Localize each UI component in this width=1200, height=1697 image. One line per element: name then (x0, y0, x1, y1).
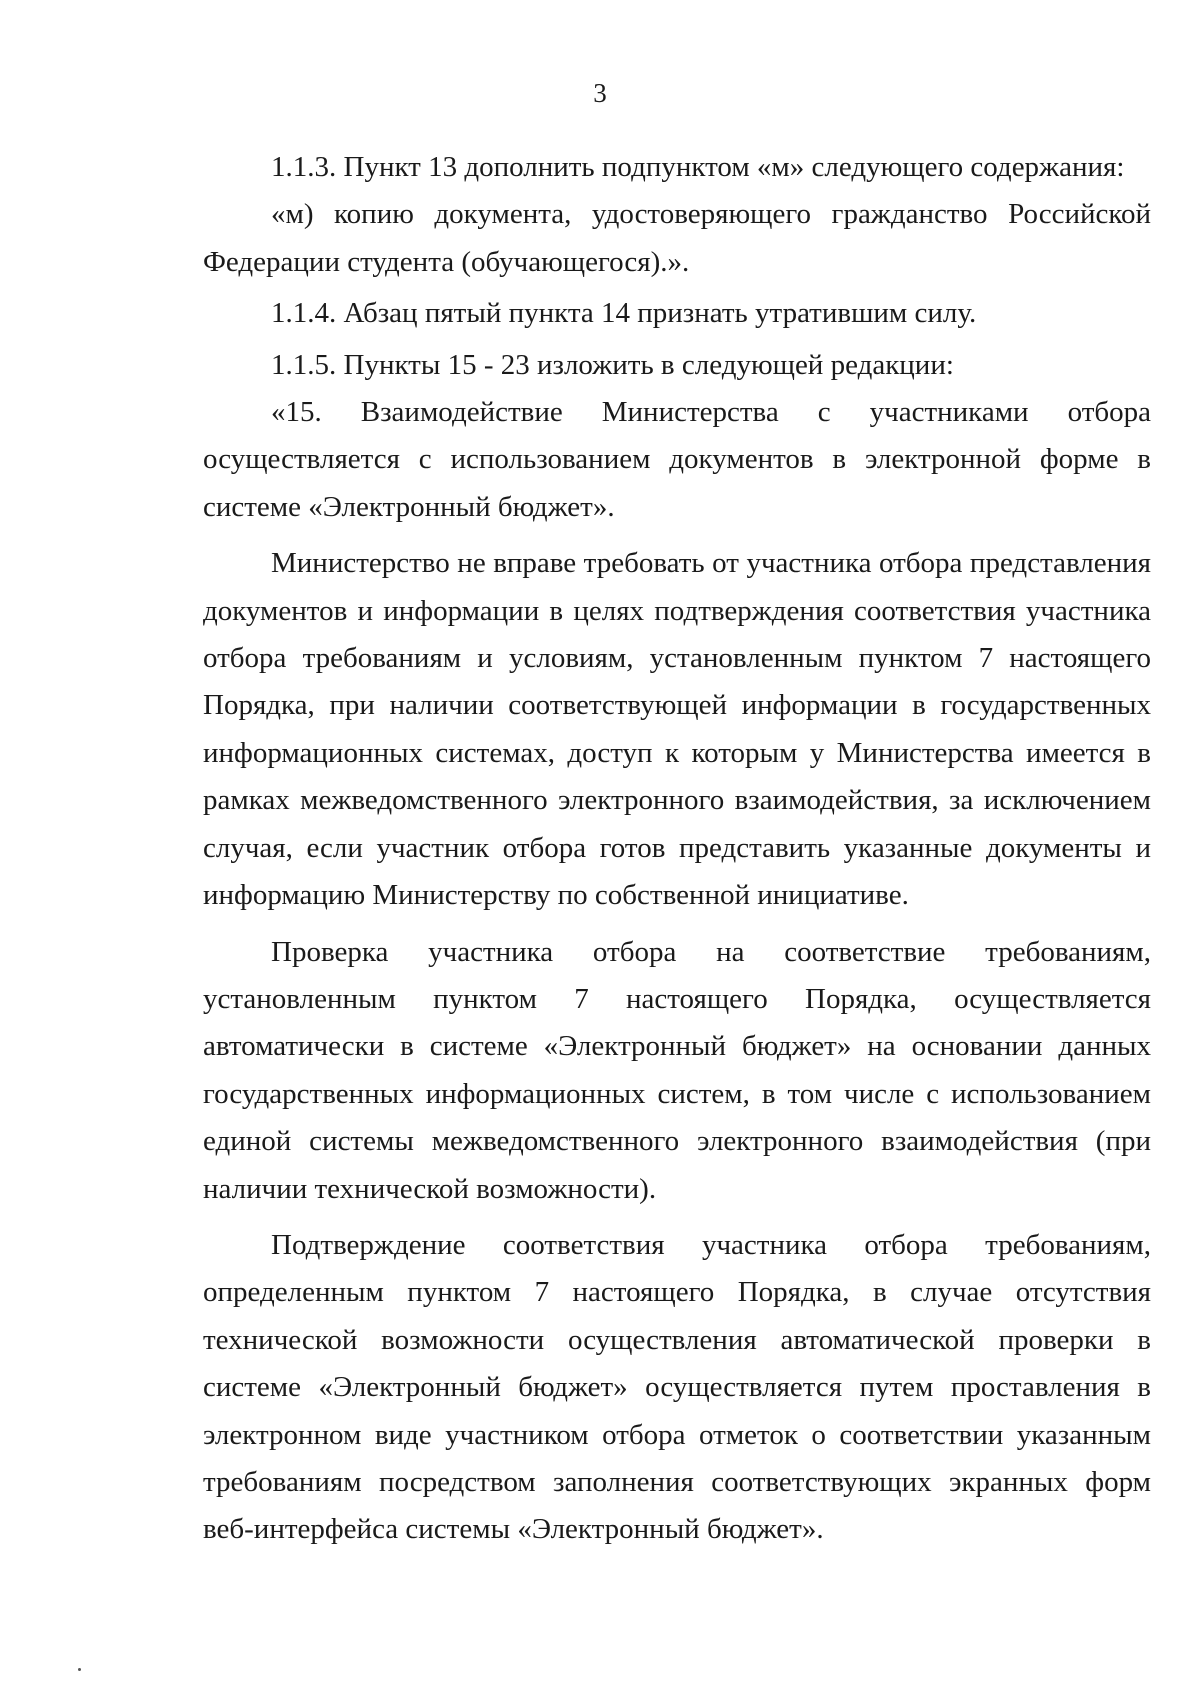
paragraph-subitem-m: «м) копию документа, удостоверяющего гражданство Российской Федерации студента (обучающегося).». (203, 198, 1151, 278)
paragraph-confirmation: Подтверждение соответствия участника отбора требованиям, определенным пунктом 7 настоящего Порядка, в случае отсутствия технической возможности осуществления автоматической проверки в системе «Электронный бюджет» осуществляется путем проставления в электронном виде участником отбора отметок о соответствии указанным требованиям посредством заполнения соответствующих экранных форм веб-интерфейса системы «Электронный бюджет». (203, 1228, 1151, 1546)
paragraph-ministry-rights: Министерство не вправе требовать от участника отбора представления документов и информации в целях подтверждения соответствия участника отбора требованиям и условиям, установленным пунктом 7 настоящего Порядка, при наличии соответствующей информации в государственных информационных системах, доступ к которым у Министерства имеется в рамках межведомственного электронного взаимодействия, за исключением случая, если участник отбора готов представить указанные документы и информацию Министерству по собственной инициативе. (203, 547, 1151, 912)
page-number: 3 (593, 78, 607, 108)
scan-speck (78, 1668, 81, 1671)
paragraph-1-1-3: 1.1.3. Пункт 13 дополнить подпунктом «м» следующего содержания: (271, 151, 1125, 183)
paragraph-automatic-check: Проверка участника отбора на соответствие требованиям, установленным пунктом 7 настоящего Порядка, осуществляется автоматически в системе «Электронный бюджет» на основании данных государственных информационных систем, в том числе с использованием единой системы межведомственного электронного взаимодействия (при наличии технической возможности). (203, 935, 1151, 1205)
paragraph-1-1-4: 1.1.4. Абзац пятый пункта 14 признать утратившим силу. (271, 297, 977, 330)
paragraph-1-1-5: 1.1.5. Пункты 15 - 23 изложить в следующей редакции: (271, 348, 954, 381)
paragraph-item-15: «15. Взаимодействие Министерства с участниками отбора осуществляется с использованием документов в электронной форме в системе «Электронный бюджет». (203, 396, 1151, 523)
document-body (203, 144, 1151, 1554)
